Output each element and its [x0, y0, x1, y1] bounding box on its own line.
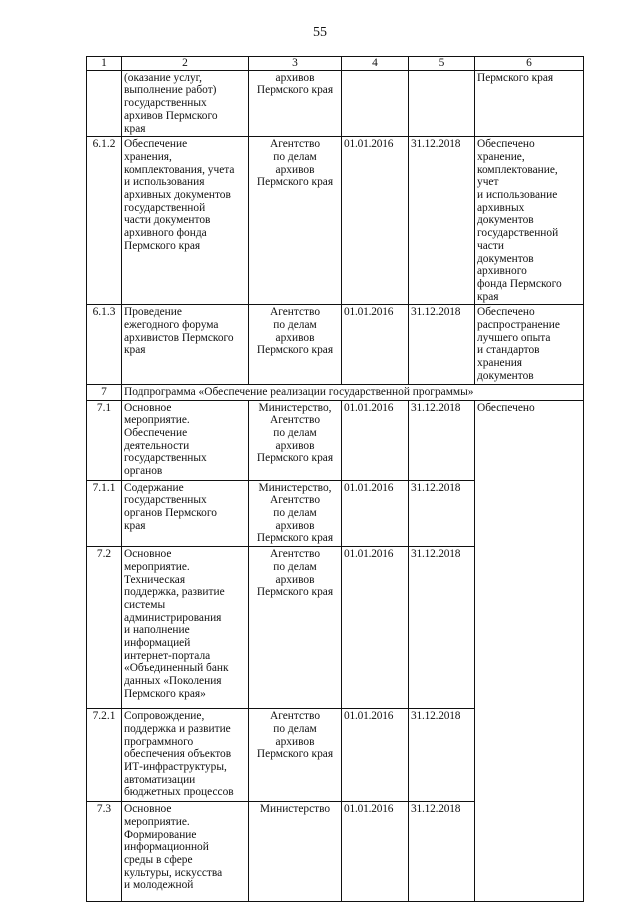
table-row — [87, 70, 584, 137]
column-number: 2 — [122, 57, 249, 71]
row-number: 7.1 — [87, 400, 122, 480]
start-date: 01.01.2016 — [342, 709, 409, 802]
row-number — [87, 70, 122, 137]
executor: Министерство — [249, 802, 342, 902]
column-number: 1 — [87, 57, 122, 71]
page-number: 55 — [313, 25, 327, 40]
executor: Агентство по делам архивов Пермского края — [249, 709, 342, 802]
table-row — [87, 305, 584, 384]
end-date: 31.12.2018 — [409, 480, 475, 547]
subprogram-row — [87, 384, 584, 400]
end-date — [409, 70, 475, 137]
subprogram-title: Подпрограмма «Обеспечение реализации государственной программы» — [122, 384, 584, 400]
start-date — [342, 70, 409, 137]
activity-name: Содержание государственных органов Пермского края — [122, 480, 249, 547]
start-date: 01.01.2016 — [342, 802, 409, 902]
start-date: 01.01.2016 — [342, 547, 409, 709]
row-number: 7.2.1 — [87, 709, 122, 802]
executor: Министерство, Агентство по делам архивов Пермского края — [249, 400, 342, 480]
table-row — [87, 137, 584, 305]
activity-name: (оказание услуг, выполнение работ) государственных архивов Пермского края — [122, 70, 249, 137]
row-number: 7.1.1 — [87, 480, 122, 547]
row-number: 7.3 — [87, 802, 122, 902]
activity-name: Основное мероприятие. Обеспечение деятельности государственных органов — [122, 400, 249, 480]
end-date: 31.12.2018 — [409, 547, 475, 709]
column-number: 3 — [249, 57, 342, 71]
column-number-row — [87, 57, 584, 71]
end-date: 31.12.2018 — [409, 400, 475, 480]
column-number: 6 — [475, 57, 584, 71]
start-date: 01.01.2016 — [342, 400, 409, 480]
end-date: 31.12.2018 — [409, 305, 475, 384]
end-date: 31.12.2018 — [409, 802, 475, 902]
end-date: 31.12.2018 — [409, 137, 475, 305]
activity-name: Основное мероприятие. Техническая поддержка, развитие системы администрирования и наполнение информацией интернет-портала «Объединенный банк данных «Поколения Пермского края» — [122, 547, 249, 709]
start-date: 01.01.2016 — [342, 480, 409, 547]
row-number: 7.2 — [87, 547, 122, 709]
executor: Министерство, Агентство по делам архивов Пермского края — [249, 480, 342, 547]
expected-result: Обеспечено хранение, комплектование, учет и использование архивных документов государственной части документов архивного фонда Пермского края — [475, 137, 584, 305]
start-date: 01.01.2016 — [342, 137, 409, 305]
activity-name: Обеспечение хранения, комплектования, учета и использования архивных документов государственной части документов архивного фонда Пермского края — [122, 137, 249, 305]
table-row — [87, 400, 584, 480]
row-number: 6.1.2 — [87, 137, 122, 305]
start-date: 01.01.2016 — [342, 305, 409, 384]
row-number: 6.1.3 — [87, 305, 122, 384]
expected-result: Обеспечено распространение лучшего опыта и стандартов хранения документов — [475, 305, 584, 384]
executor: Агентство по делам архивов Пермского края — [249, 305, 342, 384]
expected-result: Пермского края — [475, 70, 584, 137]
column-number: 4 — [342, 57, 409, 71]
activity-name: Основное мероприятие. Формирование информационной среды в сфере культуры, искусства и молодежной — [122, 802, 249, 902]
expected-result: Обеспечено — [475, 400, 584, 902]
executor: Агентство по делам архивов Пермского края — [249, 547, 342, 709]
subprogram-number: 7 — [87, 384, 122, 400]
activity-name: Сопровождение, поддержка и развитие программного обеспечения объектов ИТ-инфраструктуры, автоматизации бюджетных процессов — [122, 709, 249, 802]
end-date: 31.12.2018 — [409, 709, 475, 802]
activity-name: Проведение ежегодного форума архивистов Пермского края — [122, 305, 249, 384]
program-activities-table — [86, 56, 584, 902]
executor: Агентство по делам архивов Пермского края — [249, 137, 342, 305]
executor: архивов Пермского края — [249, 70, 342, 137]
column-number: 5 — [409, 57, 475, 71]
